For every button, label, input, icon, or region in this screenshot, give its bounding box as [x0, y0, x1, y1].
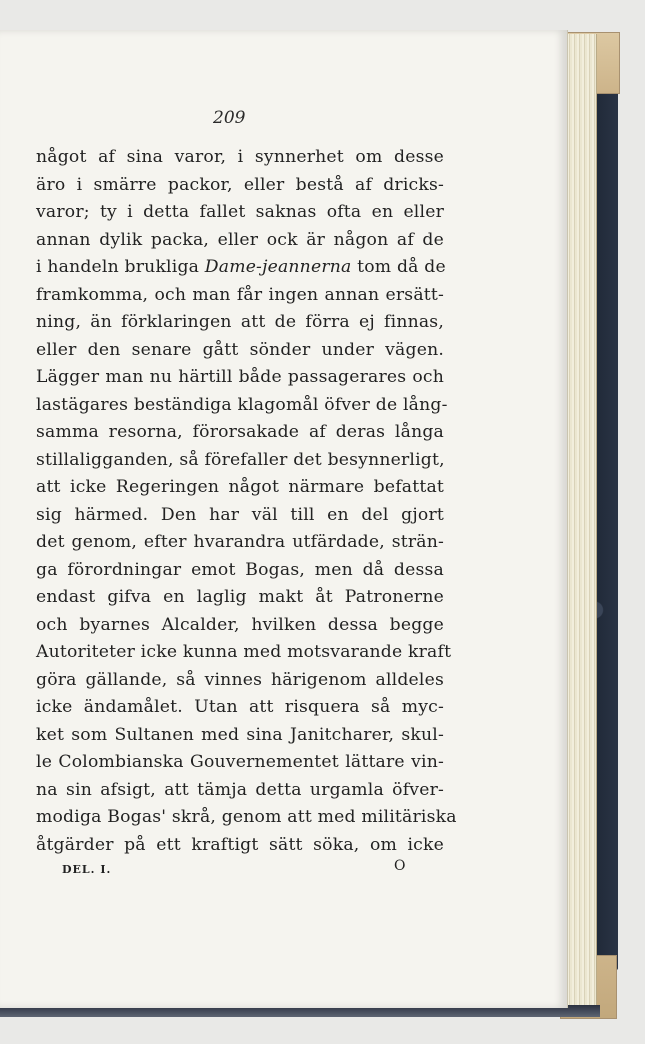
text-line: varor; ty i detta fallet saknas ofta en eller	[36, 202, 444, 222]
text-line: något af sina varor, i synnerhet om desse	[36, 147, 444, 167]
text-line: eller den senare gått sönder under vägen.	[36, 339, 444, 360]
text-line: att icke Regeringen något närmare befattat	[36, 477, 444, 497]
text-line: le Colombianska Gouvernementet lättare vin-	[36, 752, 444, 772]
text-line: annan dylik packa, eller ock är någon af de	[36, 229, 444, 250]
text-line: endast gifva en laglig makt åt Patronerne	[36, 587, 444, 607]
text-line: det genom, efter hvarandra utfärdade, strän-	[36, 532, 444, 552]
body-text	[36, 144, 457, 859]
text-line: samma resorna, förorsakade af deras långa	[36, 422, 444, 442]
text-line: i handeln brukliga Dame-jeannerna tom då de	[36, 257, 446, 277]
text-line: framkomma, och man får ingen annan ersätt-	[36, 284, 444, 305]
text-line: äro i smärre packor, eller bestå af dricks-	[36, 174, 444, 195]
page-number: 209	[213, 108, 246, 128]
text-line: sig härmed. Den har väl till en del gjort	[36, 504, 444, 525]
text-line: göra gällande, så vinnes härigenom alldeles	[36, 669, 444, 690]
text-line: och byarnes Alcalder, hvilken dessa begge	[36, 614, 444, 635]
text-line: ga förordningar emot Bogas, men då dessa	[36, 559, 444, 580]
text-line: lastägares beständiga klagomål öfver de lång-	[36, 394, 448, 415]
volume-signature: DEL. I.	[62, 863, 112, 876]
text-line: Autoriteter icke kunna med motsvarande kraft	[36, 642, 452, 662]
text-line: ket som Sultanen med sina Janitcharer, skul-	[36, 724, 444, 745]
gathering-mark: O	[394, 858, 406, 874]
italic-term: Dame-jeannerna	[204, 257, 352, 277]
text-line: åtgärder på ett kraftigt sätt söka, om icke	[36, 834, 444, 855]
text-line: ning, än förklaringen att de förra ej finnas,	[36, 312, 444, 332]
text-line: modiga Bogas' skrå, genom att med militäriska	[36, 807, 457, 827]
text-line: na sin afsigt, att tämja detta urgamla öfver-	[36, 779, 444, 800]
text-line: Lägger man nu härtill både passagerares och	[36, 367, 444, 387]
text-line: stillaligganden, så förefaller det besynnerligt,	[36, 449, 445, 470]
text-line: icke ändamålet. Utan att risquera så myc-	[36, 697, 444, 717]
